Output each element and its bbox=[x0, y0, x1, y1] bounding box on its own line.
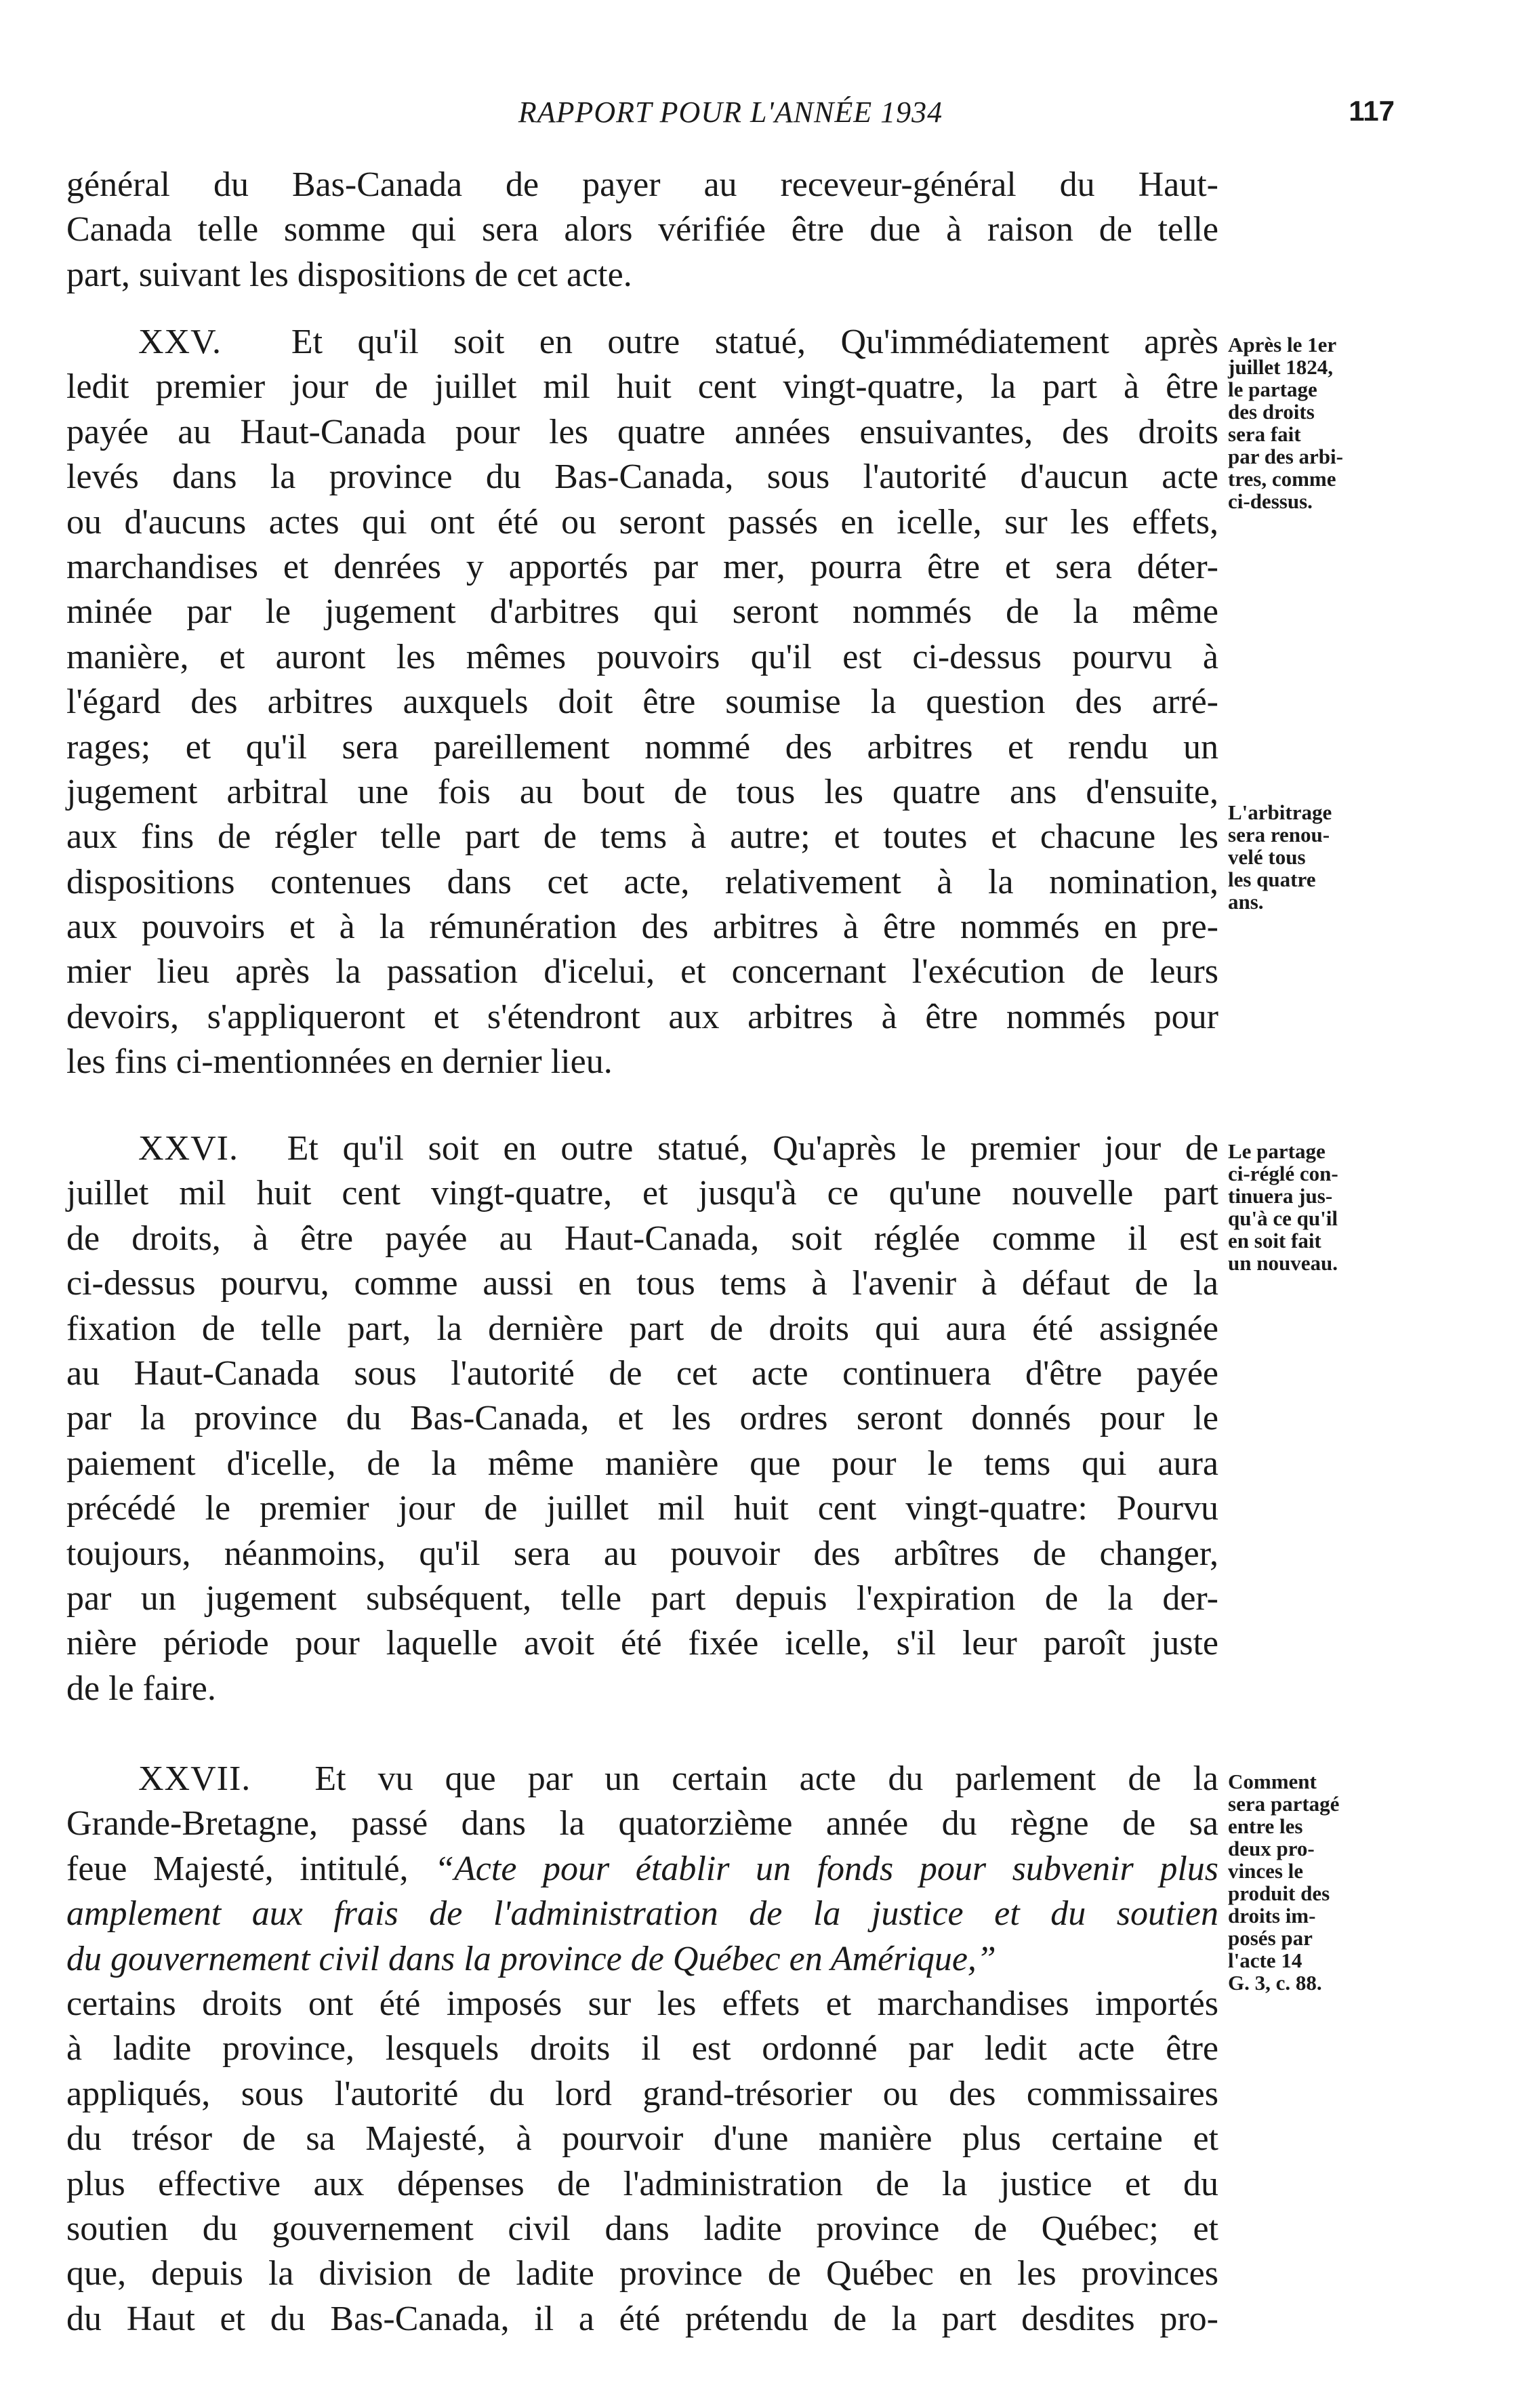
text-line: fixation de telle part, la dernière part de droits qui aura été assignée bbox=[66, 1309, 1218, 1348]
section-number: XXV. bbox=[138, 323, 222, 361]
section-xxv bbox=[66, 320, 1218, 1085]
act-title-italic: du gouvernement civil dans la province de Québec en Amérique,” bbox=[66, 1939, 996, 1978]
text-line: par un jugement subséquent, telle part depuis l'expiration de la der- bbox=[66, 1578, 1218, 1618]
text-line: du Haut et du Bas-Canada, il a été prétendu de la part desdites pro- bbox=[66, 2299, 1218, 2338]
margin-note-line: deux pro- bbox=[1228, 1837, 1315, 1860]
section-number: XXVI. bbox=[138, 1129, 239, 1168]
margin-note-line: sera renou- bbox=[1228, 823, 1330, 846]
text-line-plain: feue Majesté, intitulé, bbox=[66, 1849, 435, 1888]
text-line: précédé le premier jour de juillet mil huit cent vingt-quatre: Pourvu bbox=[66, 1489, 1218, 1528]
margin-note-xxv-1 bbox=[1228, 333, 1404, 512]
text-line bbox=[66, 1847, 1218, 1892]
text-line: plus effective aux dépenses de l'administration de la justice et du bbox=[66, 2164, 1218, 2203]
margin-note-line: posés par bbox=[1228, 1926, 1313, 1950]
margin-note-line: ci-réglé con- bbox=[1228, 1162, 1338, 1185]
text-line bbox=[66, 1892, 1218, 1936]
section-first-line-text: Et vu que par un certain acte du parlement de la bbox=[314, 1759, 1218, 1798]
margin-note-line: velé tous bbox=[1228, 845, 1306, 869]
text-line: paiement d'icelle, de la même manière que pour le tems qui aura bbox=[66, 1444, 1218, 1483]
text-line: aux fins de régler telle part de tems à autre; et toutes et chacune les bbox=[66, 817, 1218, 857]
text-line bbox=[66, 1937, 1218, 1982]
text-line: général du Bas-Canada de payer au receveur-général du Haut- bbox=[66, 165, 1218, 204]
margin-note-line: L'arbitrage bbox=[1228, 800, 1332, 824]
text-line: devoirs, s'appliqueront et s'étendront aux arbitres à être nommés pour bbox=[66, 997, 1218, 1036]
text-line: nière période pour laquelle avoit été fixée icelle, s'il leur paroît juste bbox=[66, 1624, 1218, 1663]
text-line: juillet mil huit cent vingt-quatre, et jusqu'à ce qu'une nouvelle part bbox=[66, 1174, 1218, 1213]
text-line: l'égard des arbitres auxquels doit être soumise la question des arré- bbox=[66, 682, 1218, 722]
margin-note-line: tres, comme bbox=[1228, 467, 1336, 491]
text-line: de le faire. bbox=[66, 1669, 216, 1708]
continuation-paragraph bbox=[66, 163, 1218, 298]
margin-note-line: sera partagé bbox=[1228, 1792, 1340, 1816]
margin-note-line: ans. bbox=[1228, 890, 1264, 914]
margin-note-line: en soit fait bbox=[1228, 1229, 1321, 1252]
margin-note-line: Le partage bbox=[1228, 1139, 1326, 1163]
text-line: par la province du Bas-Canada, et les ordres seront donnés pour le bbox=[66, 1399, 1218, 1438]
margin-note-line: tinuera jus- bbox=[1228, 1184, 1333, 1208]
text-line: marchandises et denrées y apportés par mer, pourra être et sera déter- bbox=[66, 547, 1218, 586]
margin-note-line: l'acte 14 bbox=[1228, 1948, 1302, 1972]
margin-note-line: le partage bbox=[1228, 377, 1317, 401]
margin-note-line: les quatre bbox=[1228, 868, 1316, 891]
margin-note-line: droits im- bbox=[1228, 1904, 1316, 1927]
margin-note-line: des droits bbox=[1228, 400, 1315, 424]
text-line: jugement arbitral une fois au bout de tous les quatre ans d'ensuite, bbox=[66, 772, 1218, 811]
text-line: Canada telle somme qui sera alors vérifiée être due à raison de telle bbox=[66, 210, 1218, 249]
margin-note-xxv-2 bbox=[1228, 801, 1404, 913]
text-line: toujours, néanmoins, qu'il sera au pouvoir des arbîtres de changer, bbox=[66, 1534, 1218, 1573]
section-first-line bbox=[66, 1126, 1218, 1171]
text-line: du trésor de sa Majesté, à pourvoir d'une manière plus certaine et bbox=[66, 2119, 1218, 2159]
margin-note-line: juillet 1824, bbox=[1228, 355, 1333, 379]
margin-note-line: un nouveau. bbox=[1228, 1251, 1338, 1275]
margin-note-line: ci-dessus. bbox=[1228, 489, 1313, 513]
act-title-italic: “Acte pour établir un fonds pour subvenir plus bbox=[434, 1849, 1218, 1888]
text-line: les fins ci-mentionnées en dernier lieu. bbox=[66, 1042, 613, 1082]
margin-note-line: produit des bbox=[1228, 1881, 1330, 1905]
margin-note-xxvi bbox=[1228, 1140, 1404, 1274]
margin-note-line: G. 3, c. 88. bbox=[1228, 1971, 1322, 1995]
section-xxvi bbox=[66, 1126, 1218, 1711]
text-line: payée au Haut-Canada pour les quatre années ensuivantes, des droits bbox=[66, 412, 1218, 451]
text-line: ci-dessus pourvu, comme aussi en tous tems à l'avenir à défaut de la bbox=[66, 1264, 1218, 1303]
text-line: manière, et auront les mêmes pouvoirs qu'il est ci-dessus pourvu à bbox=[66, 637, 1218, 676]
section-first-line bbox=[66, 320, 1218, 365]
text-line: soutien du gouvernement civil dans ladite province de Québec; et bbox=[66, 2209, 1218, 2248]
text-line: levés dans la province du Bas-Canada, sous l'autorité d'aucun acte bbox=[66, 457, 1218, 497]
text-line: ledit premier jour de juillet mil huit cent vingt-quatre, la part à être bbox=[66, 367, 1218, 407]
margin-note-line: qu'à ce qu'il bbox=[1228, 1206, 1338, 1230]
page-header bbox=[66, 95, 1395, 136]
section-first-line bbox=[66, 1757, 1218, 1801]
section-first-line-text: Et qu'il soit en outre statué, Qu'après le premier jour de bbox=[287, 1129, 1219, 1168]
text-line: rages; et qu'il sera pareillement nommé des arbitres et rendu un bbox=[66, 727, 1218, 767]
text-line: mier lieu après la passation d'icelui, et concernant l'exécution de leurs bbox=[66, 952, 1218, 992]
text-line: dispositions contenues dans cet acte, relativement à la nomination, bbox=[66, 862, 1218, 901]
text-line: que, depuis la division de ladite province de Québec en les provinces bbox=[66, 2254, 1218, 2293]
margin-note-line: vinces le bbox=[1228, 1859, 1304, 1883]
margin-note-line: entre les bbox=[1228, 1814, 1303, 1838]
section-first-line-text: Et qu'il soit en outre statué, Qu'immédiatement après bbox=[291, 323, 1219, 361]
text-line: certains droits ont été imposés sur les effets et marchandises importés bbox=[66, 1984, 1218, 2023]
margin-note-line: par des arbi- bbox=[1228, 445, 1343, 468]
section-number: XXVII. bbox=[138, 1759, 251, 1798]
act-title-italic: amplement aux frais de l'administration de la justice et du soutien bbox=[66, 1894, 1218, 1934]
text-line: Grande-Bretagne, passé dans la quatorzième année du règne de sa bbox=[66, 1804, 1218, 1843]
margin-note-line: Comment bbox=[1228, 1770, 1317, 1793]
text-line: minée par le jugement d'arbitres qui seront nommés de la même bbox=[66, 592, 1218, 632]
margin-note-line: Après le 1er bbox=[1228, 333, 1337, 356]
margin-note-xxvii bbox=[1228, 1770, 1404, 1994]
text-line: aux pouvoirs et à la rémunération des arbitres à être nommés en pre- bbox=[66, 907, 1218, 947]
text-line: à ladite province, lesquels droits il est ordonné par ledit acte être bbox=[66, 2029, 1218, 2068]
text-line: appliqués, sous l'autorité du lord grand-trésorier ou des commissaires bbox=[66, 2074, 1218, 2113]
page-number: 117 bbox=[1349, 95, 1395, 127]
text-line: ou d'aucuns actes qui ont été ou seront passés en icelle, sur les effets, bbox=[66, 502, 1218, 542]
text-line: au Haut-Canada sous l'autorité de cet acte continuera d'être payée bbox=[66, 1353, 1218, 1393]
text-line: part, suivant les dispositions de cet acte. bbox=[66, 255, 632, 294]
running-title: RAPPORT POUR L'ANNÉE 1934 bbox=[518, 96, 943, 129]
section-xxvii bbox=[66, 1757, 1218, 2342]
margin-note-line: sera fait bbox=[1228, 422, 1301, 446]
text-line: de droits, à être payée au Haut-Canada, soit réglée comme il est bbox=[66, 1219, 1218, 1258]
